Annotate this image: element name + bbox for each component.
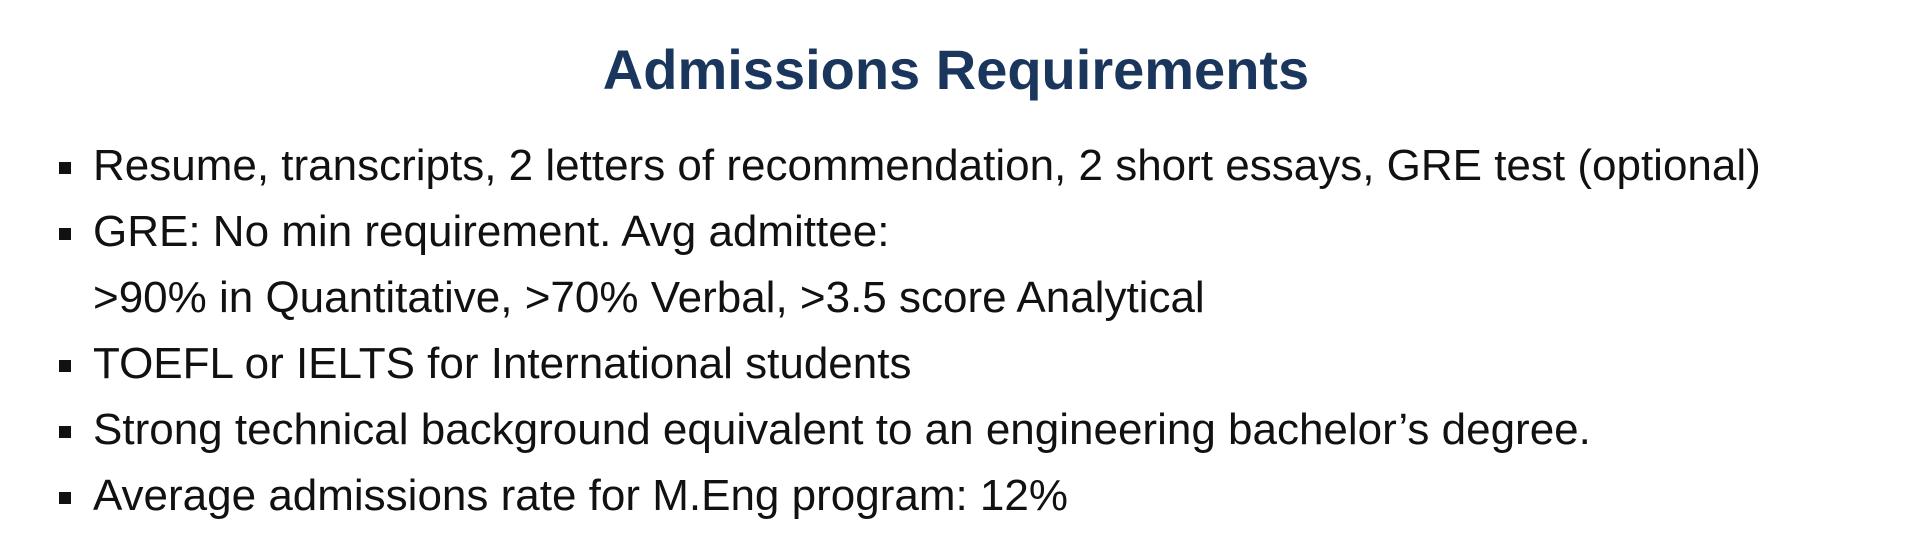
square-bullet-icon bbox=[59, 228, 71, 240]
bullet-text: TOEFL or IELTS for International students bbox=[93, 339, 912, 388]
bullet-list bbox=[0, 133, 1912, 529]
square-bullet-icon bbox=[59, 492, 71, 504]
slide-title: Admissions Requirements bbox=[602, 38, 1310, 101]
square-bullet-icon bbox=[59, 162, 71, 174]
square-bullet-icon bbox=[59, 426, 71, 438]
bullet-text: Average admissions rate for M.Eng program: 12% bbox=[93, 471, 1068, 520]
square-bullet-icon bbox=[59, 360, 71, 372]
bullet-text: Resume, transcripts, 2 letters of recommendation, 2 short essays, GRE test (optional) bbox=[93, 141, 1761, 190]
bullet-text-continuation: >90% in Quantitative, >70% Verbal, >3.5 score Analytical bbox=[93, 273, 1205, 322]
bullet-item bbox=[0, 133, 1912, 199]
bullet-item bbox=[0, 331, 1912, 397]
bullet-item bbox=[0, 463, 1912, 529]
bullet-text: Strong technical background equivalent to an engineering bachelor’s degree. bbox=[93, 405, 1591, 454]
bullet-item bbox=[0, 397, 1912, 463]
bullet-item bbox=[0, 199, 1912, 331]
bullet-text: GRE: No min requirement. Avg admittee: bbox=[93, 207, 890, 256]
